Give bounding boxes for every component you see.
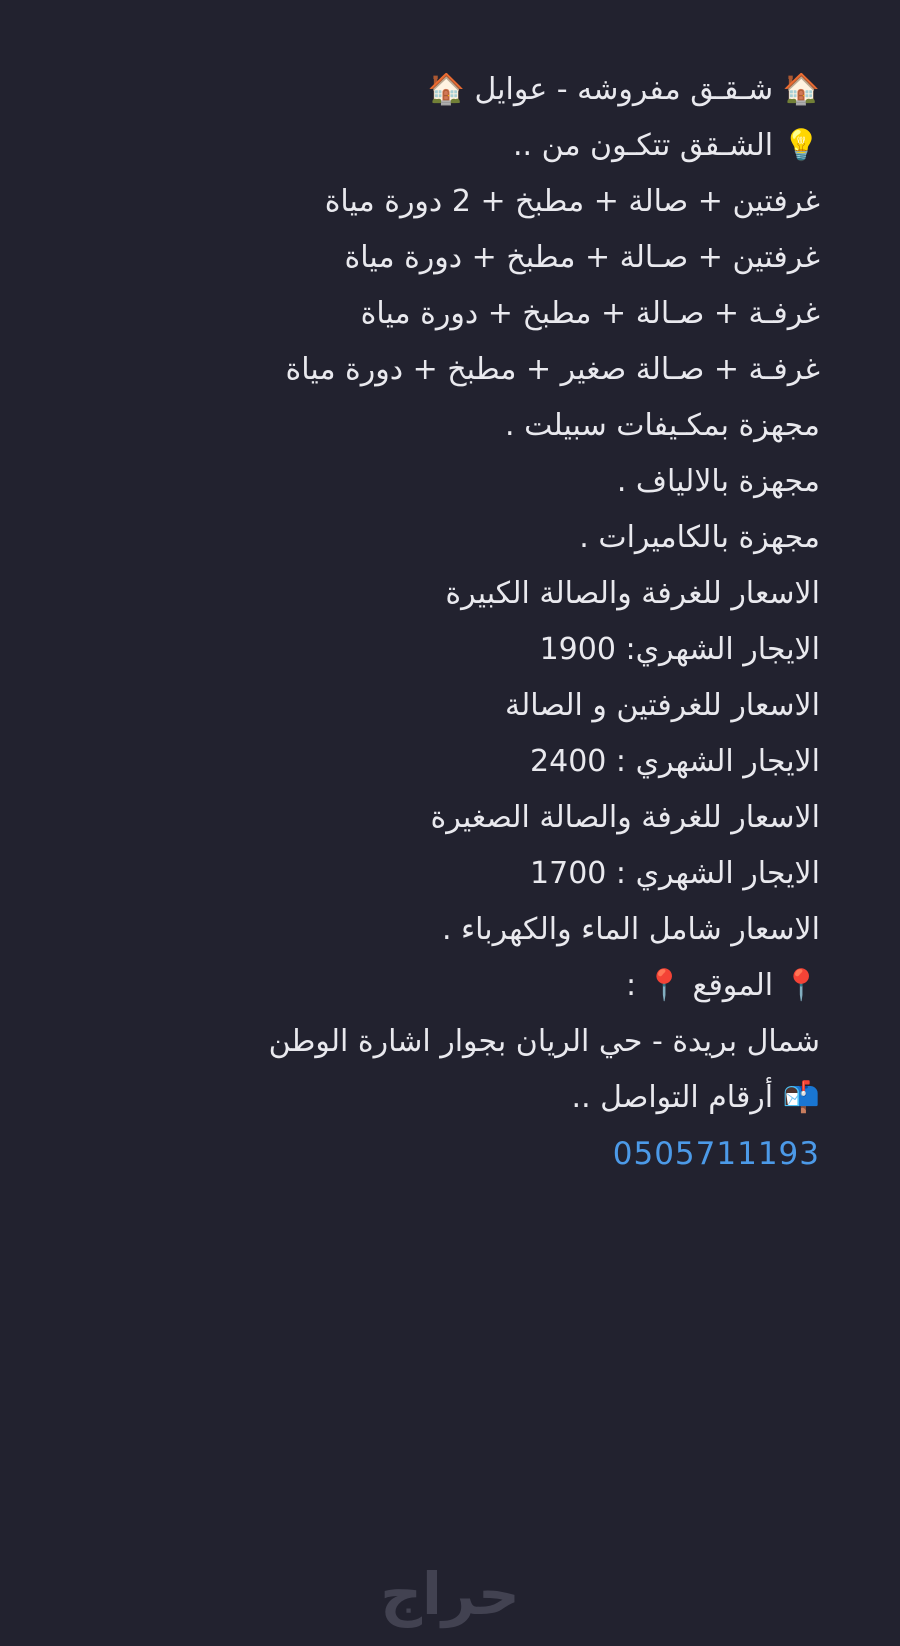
ad-line: 🏠 شـقـق مفروشه - عوايل 🏠 bbox=[427, 72, 820, 107]
ad-line: مجهزة بمكـيفات سبيلت . bbox=[505, 408, 820, 443]
ad-line: الاسعار للغرفة والصالة الكبيرة bbox=[445, 576, 820, 611]
ad-line: مجهزة بالكاميرات . bbox=[579, 520, 820, 555]
ad-line: الاسعار للغرفتين و الصالة bbox=[504, 688, 820, 723]
phone-number-link[interactable]: 0505711193 bbox=[612, 1136, 820, 1172]
ad-line-location-header: 📍 الموقع 📍 : bbox=[625, 968, 820, 1003]
ad-line: غرفـة + صـالة صغير + مطبخ + دورة مياة bbox=[285, 352, 820, 387]
ad-line-location: شمال بريدة - حي الريان بجوار اشارة الوطن bbox=[268, 1024, 820, 1059]
ad-text-block bbox=[80, 62, 820, 1183]
ad-line: غرفـة + صـالة + مطبخ + دورة مياة bbox=[360, 296, 820, 331]
ad-line: الاسعار شامل الماء والكهرباء . bbox=[441, 912, 820, 947]
ad-line-price: الايجار الشهري : 1700 bbox=[530, 856, 820, 891]
ad-line-contact-header: 📬 أرقام التواصل .. bbox=[571, 1080, 820, 1115]
ad-line-price: الايجار الشهري : 2400 bbox=[530, 744, 820, 779]
ad-line-price: الايجار الشهري: 1900 bbox=[539, 632, 820, 667]
ad-line: الاسعار للغرفة والصالة الصغيرة bbox=[430, 800, 820, 835]
ad-line: غرفتين + صـالة + مطبخ + دورة مياة bbox=[344, 240, 820, 275]
ad-line: غرفتين + صالة + مطبخ + 2 دورة مياة bbox=[324, 184, 820, 219]
ad-line: مجهزة بالالياف . bbox=[616, 464, 820, 499]
watermark-text: حراج bbox=[380, 1560, 520, 1628]
ad-line: 💡 الشـقق تتكـون من .. bbox=[513, 128, 820, 163]
